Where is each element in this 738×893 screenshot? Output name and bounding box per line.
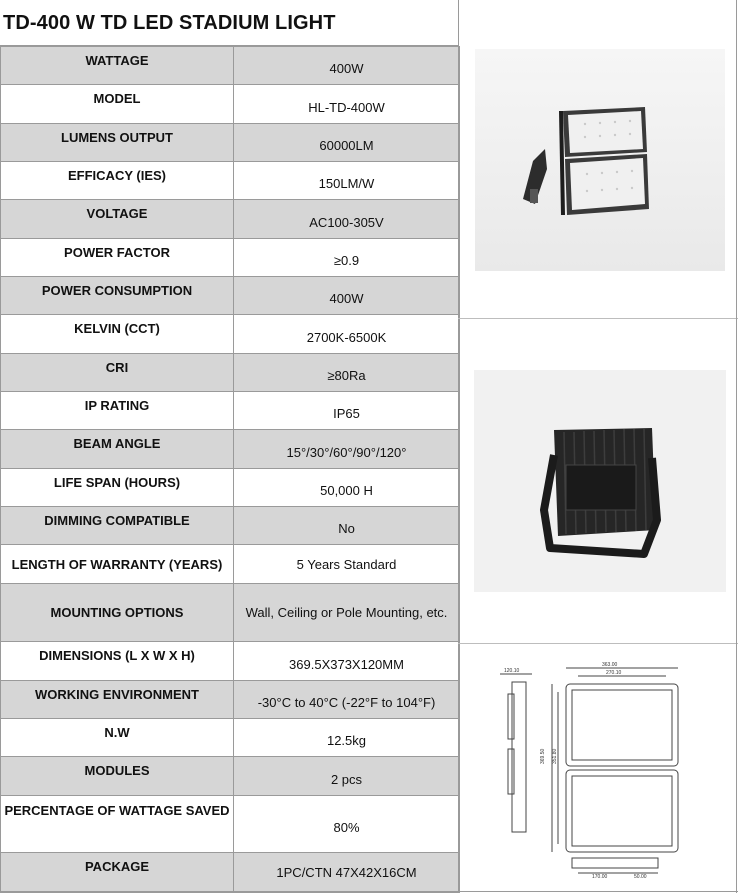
product-photo-back: [474, 370, 726, 592]
spec-label: WATTAGE: [1, 47, 234, 85]
dim-width-inner: 270.10: [606, 670, 622, 676]
spec-table: [0, 46, 460, 893]
spec-value: HL-TD-400W: [234, 85, 460, 124]
spec-label: VOLTAGE: [1, 200, 234, 239]
spec-value: ≥0.9: [234, 239, 460, 277]
table-row: [1, 757, 460, 796]
spec-value: 12.5kg: [234, 719, 460, 757]
spec-value: 15°/30°/60°/90°/120°: [234, 430, 460, 469]
spec-value: No: [234, 507, 460, 545]
spec-label: BEAM ANGLE: [1, 430, 234, 469]
product-photo-front: [475, 49, 725, 271]
spec-label: DIMMING COMPATIBLE: [1, 507, 234, 545]
dim-bottom-left: 170.00: [592, 874, 608, 879]
spec-label: PACKAGE: [1, 853, 234, 893]
table-row: [1, 507, 460, 545]
dim-side-depth: 120.10: [504, 668, 520, 674]
table-row: [1, 85, 460, 124]
table-row: [1, 469, 460, 507]
spec-value: 400W: [234, 277, 460, 315]
spec-label: N.W: [1, 719, 234, 757]
table-row: [1, 47, 460, 85]
spec-label: MOUNTING OPTIONS: [1, 584, 234, 642]
spec-label: POWER CONSUMPTION: [1, 277, 234, 315]
spec-value: 1PC/CTN 47X42X16CM: [234, 853, 460, 893]
table-row: [1, 545, 460, 584]
spec-value: 2 pcs: [234, 757, 460, 796]
divider: [458, 318, 738, 319]
table-row: [1, 642, 460, 681]
table-row: [1, 796, 460, 853]
spec-value: 60000LM: [234, 124, 460, 162]
spec-label: EFFICACY (IES): [1, 162, 234, 200]
table-row: [1, 124, 460, 162]
outer-border: [736, 0, 737, 893]
spec-label: WORKING ENVIRONMENT: [1, 681, 234, 719]
spec-label: MODEL: [1, 85, 234, 124]
spec-value: 5 Years Standard: [234, 545, 460, 584]
dim-height: 369.50: [540, 748, 546, 764]
spec-value: Wall, Ceiling or Pole Mounting, etc.: [234, 584, 460, 642]
spec-value: ≥80Ra: [234, 354, 460, 392]
dim-width-top: 363.00: [602, 662, 618, 668]
spec-value: 2700K-6500K: [234, 315, 460, 354]
table-row: [1, 354, 460, 392]
table-row: [1, 853, 460, 893]
spec-value: 400W: [234, 47, 460, 85]
spec-value: -30°C to 40°C (-22°F to 104°F): [234, 681, 460, 719]
table-row: [1, 277, 460, 315]
spec-label: LENGTH OF WARRANTY (YEARS): [1, 545, 234, 584]
spec-value: IP65: [234, 392, 460, 430]
divider: [458, 643, 738, 644]
spec-label: LUMENS OUTPUT: [1, 124, 234, 162]
spec-label: PERCENTAGE OF WATTAGE SAVED: [1, 796, 234, 853]
table-row: [1, 719, 460, 757]
spec-label: POWER FACTOR: [1, 239, 234, 277]
spec-label: DIMENSIONS (L X W X H): [1, 642, 234, 681]
spec-value: 50,000 H: [234, 469, 460, 507]
dim-height-inner: 351.80: [552, 748, 558, 764]
spec-value: 80%: [234, 796, 460, 853]
table-row: [1, 162, 460, 200]
spec-value: 150LM/W: [234, 162, 460, 200]
table-row: [1, 430, 460, 469]
outer-border: [0, 891, 738, 892]
dim-bottom-right: 50.00: [634, 874, 647, 879]
dimension-drawing: [482, 654, 702, 879]
table-row: [1, 584, 460, 642]
spec-label: MODULES: [1, 757, 234, 796]
table-row: [1, 681, 460, 719]
table-row: [1, 200, 460, 239]
spec-value: AC100-305V: [234, 200, 460, 239]
table-row: [1, 315, 460, 354]
spec-label: LIFE SPAN (HOURS): [1, 469, 234, 507]
table-row: [1, 239, 460, 277]
spec-value: 369.5X373X120MM: [234, 642, 460, 681]
table-row: [1, 392, 460, 430]
spec-label: CRI: [1, 354, 234, 392]
spec-label: IP RATING: [1, 392, 234, 430]
spec-label: KELVIN (CCT): [1, 315, 234, 354]
page-title: TD-400 W TD LED STADIUM LIGHT: [0, 0, 458, 46]
